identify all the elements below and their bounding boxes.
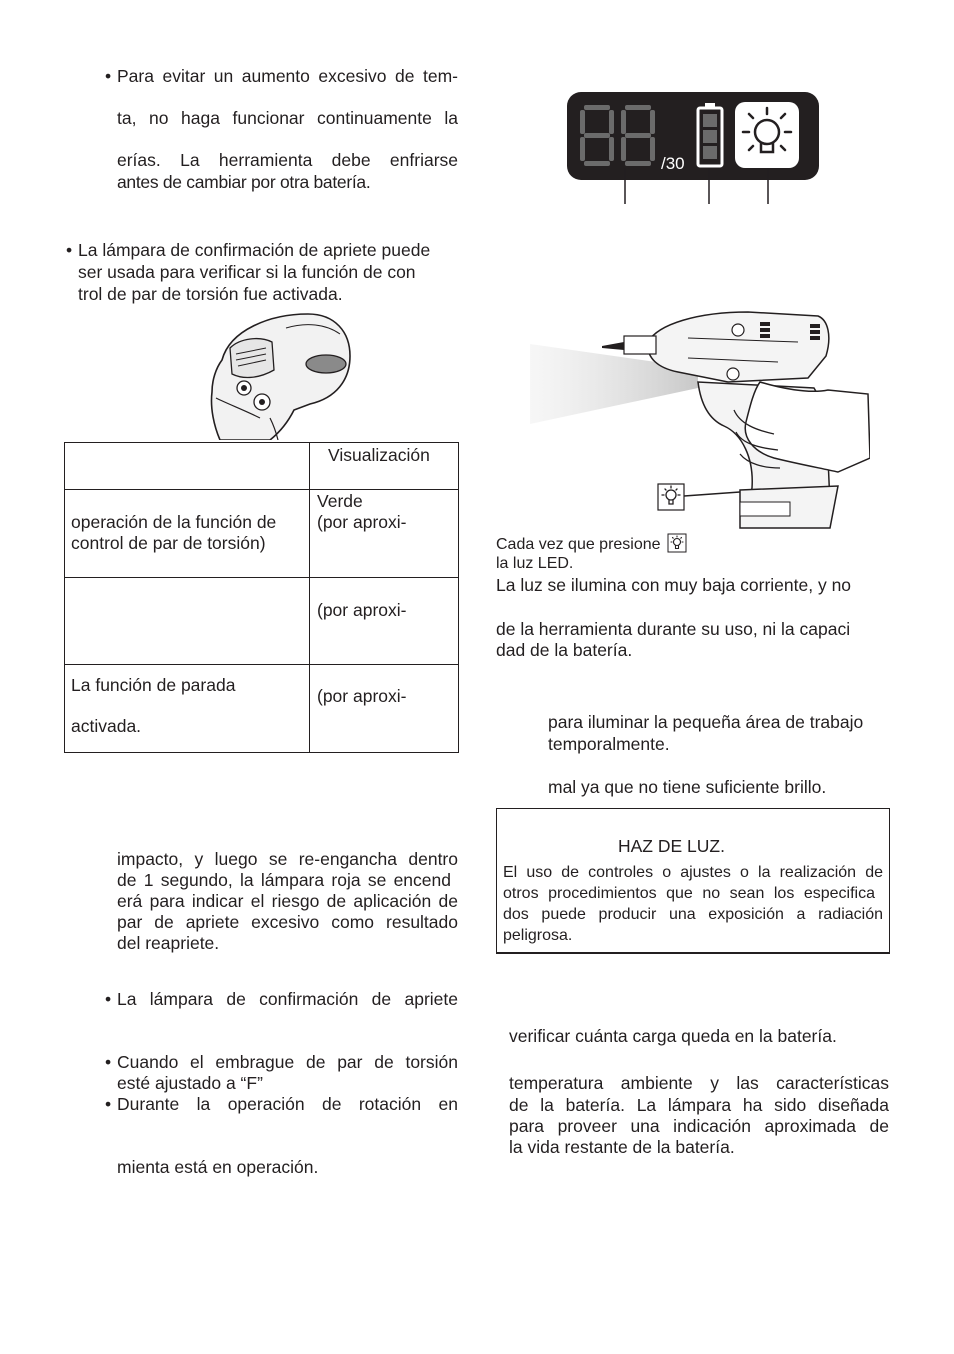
caption-press-part1: Cada vez que presione bbox=[496, 533, 687, 555]
seven-segment-digits bbox=[579, 104, 661, 168]
battery-temp-line4: la vida restante de la batería. bbox=[509, 1137, 735, 1157]
battery-check-line: verificar cuánta carga queda en la batería. bbox=[509, 1026, 837, 1046]
bullet-lamp-intro-line1: • La lámpara de confirmación de apriete puede bbox=[78, 240, 430, 261]
reapriete-line2: de 1 segundo, la lámpara roja se encend bbox=[117, 870, 451, 890]
overheat-line4: antes de cambiar por otra batería. bbox=[117, 172, 371, 192]
panel-callout-lines bbox=[620, 168, 780, 206]
display-panel bbox=[567, 92, 819, 180]
led-current-line1: La luz se ilumina con muy baja corriente, y no bbox=[496, 575, 852, 595]
table-row1-left: operación de la función de control de par de torsión) bbox=[65, 490, 310, 578]
illuminate-line3: mal ya que no tiene suficiente brillo. bbox=[548, 777, 827, 797]
reapriete-line5: del reapriete. bbox=[117, 933, 220, 953]
light-bulb-icon bbox=[735, 102, 799, 168]
reapriete-line4: par de apriete excesivo como resultado bbox=[117, 912, 458, 932]
table-header-blank bbox=[65, 443, 310, 490]
battery-temp-line1: temperatura ambiente y las características bbox=[509, 1073, 889, 1093]
table-row2-right: (por aproxi- bbox=[310, 578, 459, 665]
lamp-intro-line2: ser usada para verificar si la función de con bbox=[78, 262, 416, 282]
rotation-end-line: mienta está en operación. bbox=[117, 1157, 319, 1177]
lamp-intro-line3: trol de par de torsión fue activada. bbox=[78, 284, 343, 304]
battery-temp-line2: de la batería. La lámpara ha sido diseñada bbox=[509, 1095, 889, 1115]
warning-line1: El uso de controles o ajustes o la realización de bbox=[503, 864, 883, 881]
table-row3-right: (por aproxi- bbox=[310, 665, 459, 753]
caption-press-part2: la luz LED. bbox=[496, 555, 574, 572]
table-row3-left: La función de parada activada. bbox=[65, 665, 310, 753]
illuminate-line2: temporalmente. bbox=[548, 734, 670, 754]
led-current-line3: dad de la batería. bbox=[496, 640, 633, 660]
table-row2-left bbox=[65, 578, 310, 665]
illuminate-line1: para iluminar la pequeña área de trabajo bbox=[548, 712, 864, 732]
warning-line4: peligrosa. bbox=[503, 927, 573, 944]
reapriete-line3: erá para indicar el riesgo de aplicación de bbox=[117, 891, 458, 911]
bullet-rotation: • Durante la operación de rotación en bbox=[117, 1094, 458, 1115]
overheat-line3: erías. La herramienta debe enfriarse bbox=[117, 150, 458, 170]
bullet-clutch-line1: • Cuando el embrague de par de torsión bbox=[117, 1052, 458, 1073]
warning-title: HAZ DE LUZ. bbox=[618, 836, 725, 856]
counter-suffix: /30 bbox=[661, 154, 685, 173]
clutch-line2: esté ajustado a “F” bbox=[117, 1073, 263, 1093]
tool-rear-illustration bbox=[200, 308, 360, 440]
drill-light-illustration bbox=[528, 298, 870, 530]
table-row1-right: Verde (por aproxi- bbox=[310, 490, 459, 578]
table-header-display: Visualización bbox=[310, 443, 459, 490]
warning-line2: otros procedimientos que no sean los especifica bbox=[503, 885, 875, 902]
reapriete-line1: impacto, y luego se re-engancha dentro bbox=[117, 849, 458, 869]
led-button[interactable] bbox=[735, 102, 799, 168]
battery-icon bbox=[695, 102, 725, 168]
led-current-line2: de la herramienta durante su uso, ni la capaci bbox=[496, 619, 851, 639]
warning-line3: dos puede producir una exposición a radiación bbox=[503, 906, 883, 923]
battery-temp-line3: para proveer una indicación aproximada de bbox=[509, 1116, 889, 1136]
lamp-status-table bbox=[64, 442, 459, 753]
bullet-confirm-lamp: • La lámpara de confirmación de apriete bbox=[117, 989, 458, 1010]
overheat-line2: ta, no haga funcionar continuamente la bbox=[117, 108, 458, 128]
laser-warning-box bbox=[496, 808, 890, 954]
light-bulb-small-icon bbox=[667, 533, 687, 553]
bullet-overheat-line1: • Para evitar un aumento excesivo de tem- bbox=[117, 66, 458, 87]
